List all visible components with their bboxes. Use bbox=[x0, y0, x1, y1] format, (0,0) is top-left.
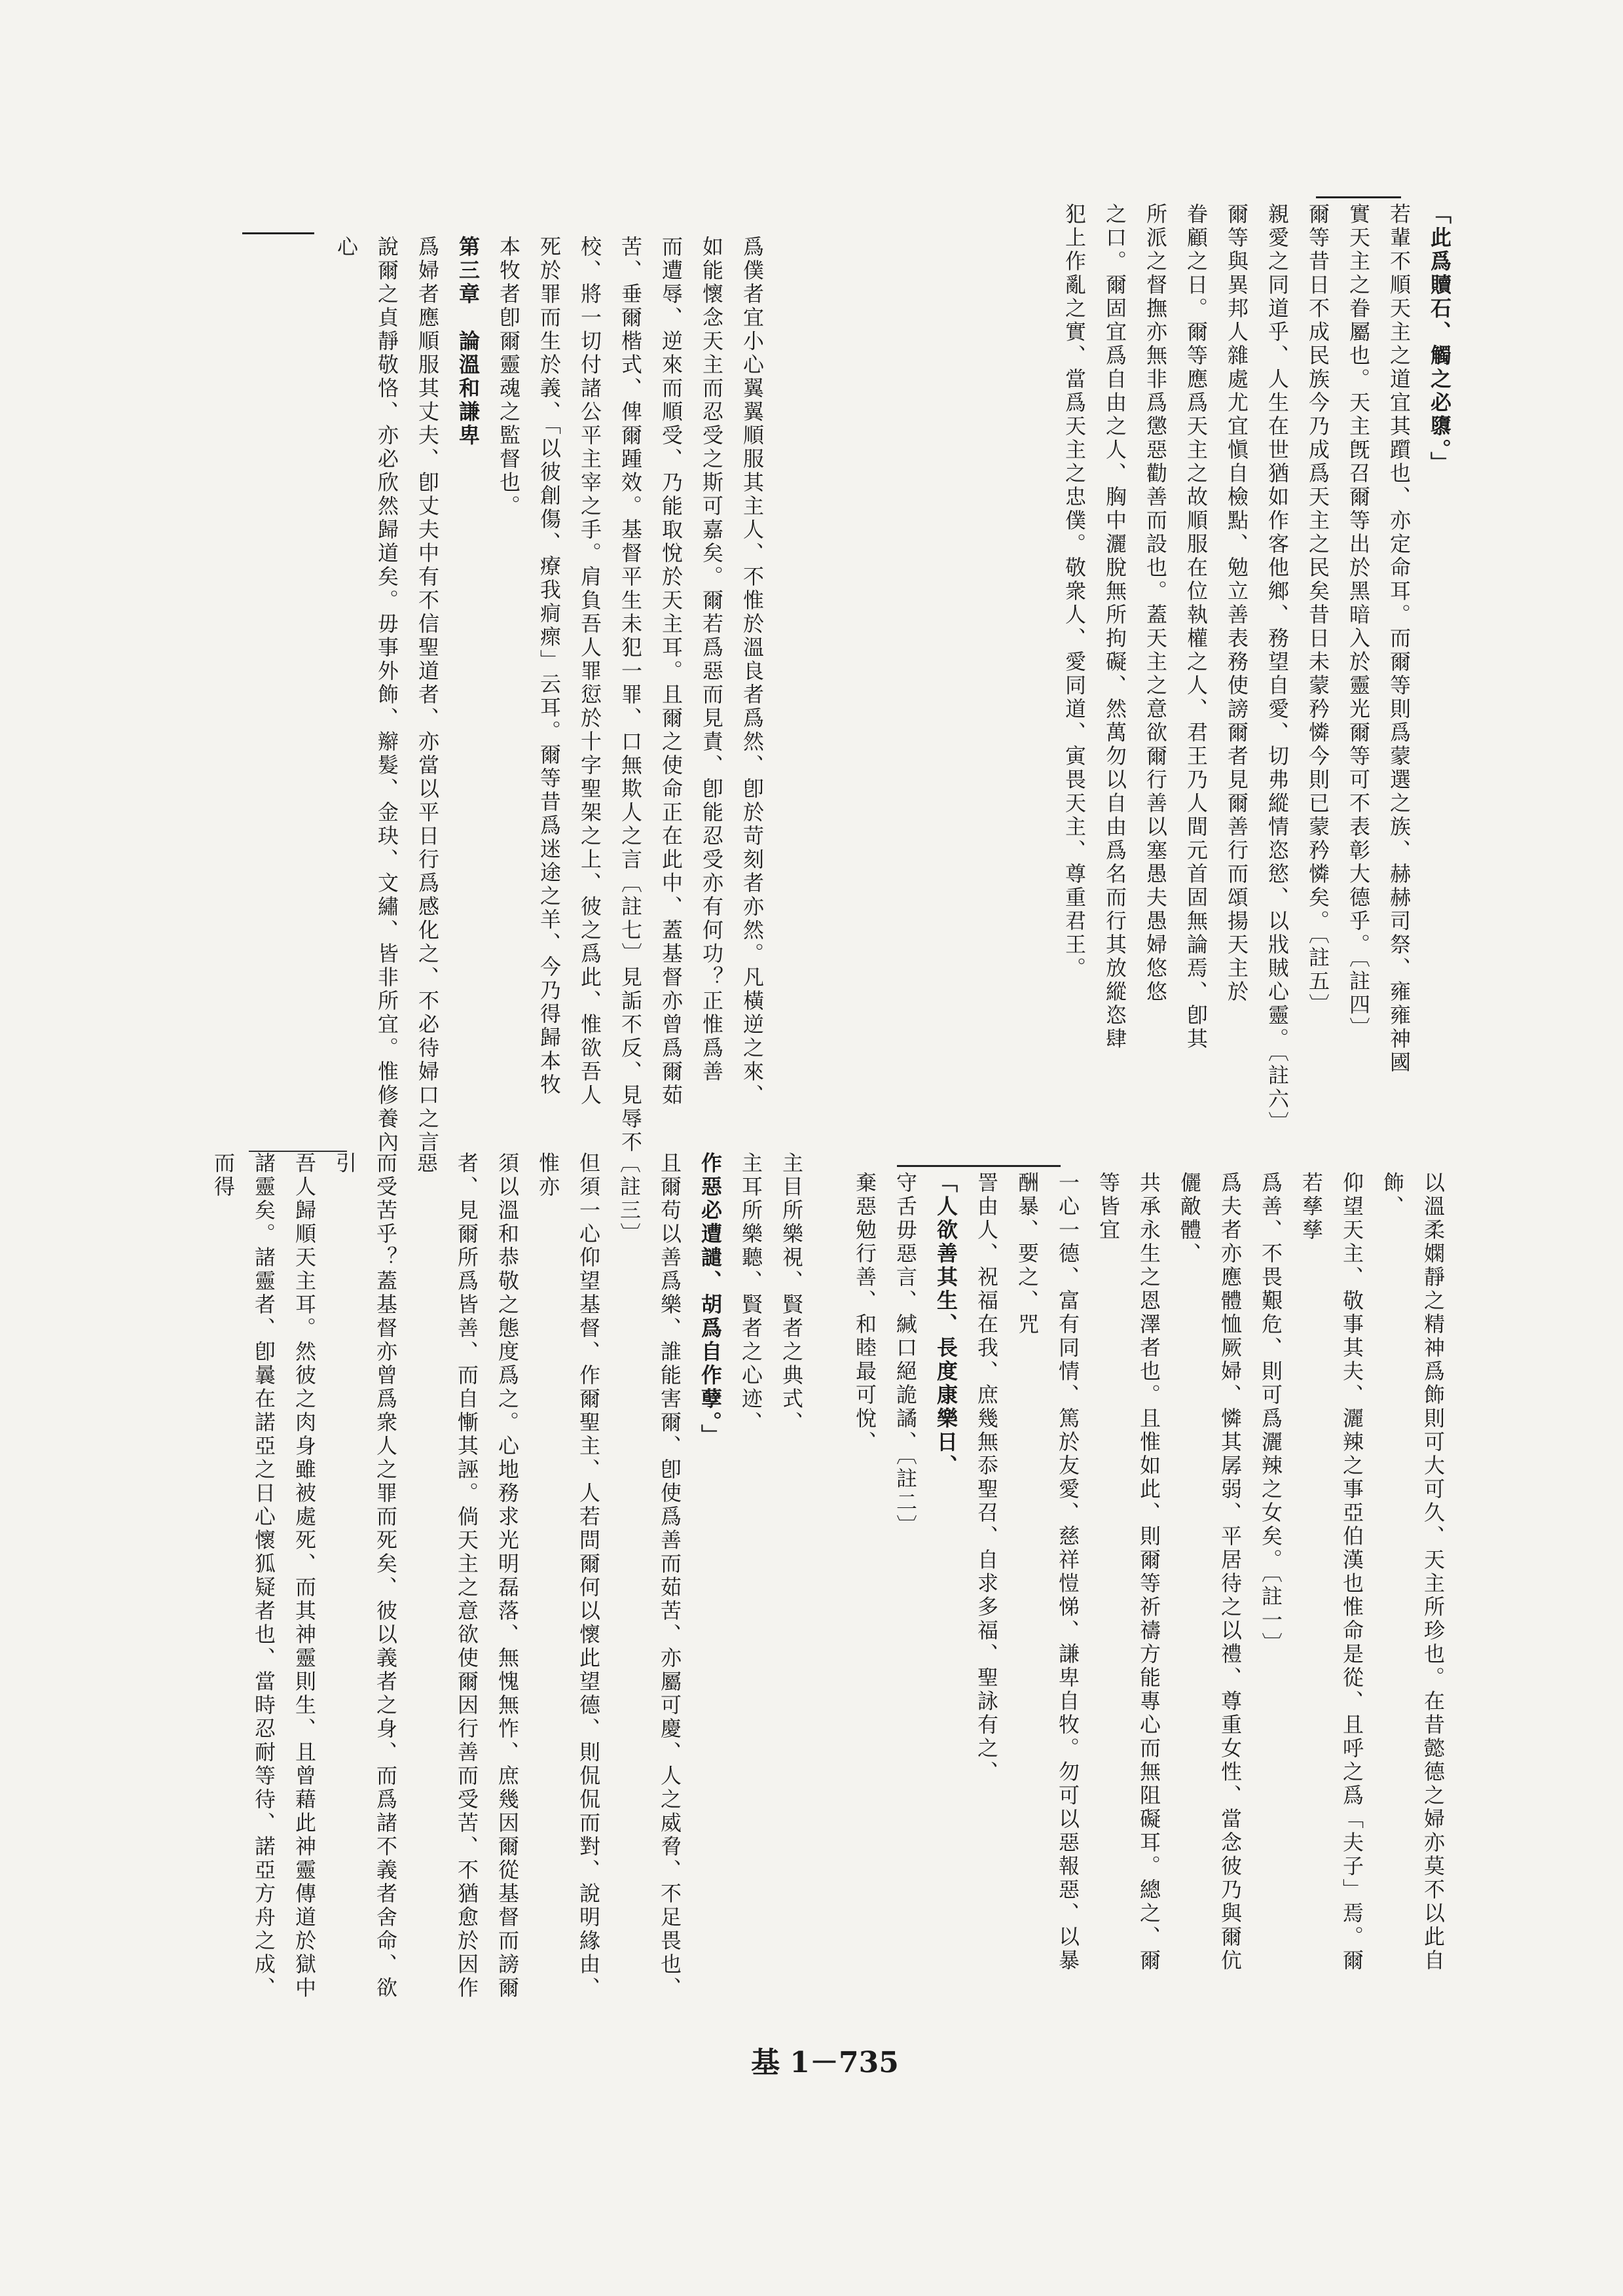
text-column: 而受苦乎？蓋基督亦曾爲衆人之罪而死矣、彼以義者之身、而爲諸不義者舍命、欲引 bbox=[333, 1152, 398, 2000]
psalm-quote: 棄惡勉行善、和睦最可悅、 bbox=[852, 1172, 877, 1454]
text-column: 爾等昔日不成民族今乃成爲天主之民矣昔日未蒙矜憐今則已蒙矜憐矣。〔註五〕 bbox=[1305, 203, 1330, 1017]
text-column: 仰望天主、敬事其夫、灑辣之事亞伯漢也惟命是從、且呼之爲「夫子」焉。爾若孳孳 bbox=[1299, 1172, 1364, 1973]
text-column: 苦、垂爾楷式、俾爾踵效。基督平生未犯一罪、口無欺人之言〔註七〕見詬不反、見辱不 bbox=[618, 236, 643, 1155]
psalm-quote: 「人欲善其生、長度康樂日、 bbox=[934, 1172, 958, 1478]
text-column: 說爾之貞靜敬恪、亦必欣然歸道矣。毋事外飾、辮髮、金玦、文繡、皆非所宜。惟修養內心 bbox=[334, 236, 399, 1155]
psalm-quote: 守舌毋惡言、緘口絕詭譎、〔註二〕 bbox=[893, 1172, 918, 1538]
text-column: 吾人歸順天主耳。然彼之肉身雖被處死、而其神靈則生、且曾藉此神靈傳道於獄中 bbox=[292, 1152, 317, 2000]
psalm-quote: 主耳所樂聽、賢者之心迹、 bbox=[739, 1152, 763, 1435]
text-column: 而遭辱、逆來而順受、乃能取悅於天主耳。且爾之使命正在此中、蓋基督亦曾爲爾茹 bbox=[659, 236, 684, 1107]
text-column: 爲婦者應順服其丈夫、卽丈夫中有不信聖道者、亦當以平日行爲感化之、不必待婦口之言 bbox=[415, 236, 440, 1155]
text-block-bottom-left bbox=[211, 1152, 812, 2003]
text-block-bottom-right bbox=[852, 1172, 1453, 1983]
text-column: 爾等與異邦人雜處尤宜愼自檢點、勉立善表務使謗爾者見爾善行而頌揚天主於 bbox=[1224, 203, 1249, 1004]
text-column: 諸靈矣。諸靈者、卽曩在諾亞之日心懷狐疑者也、當時忍耐等待、諾亞方舟之成、而得 bbox=[211, 1152, 276, 2000]
psalm-quote: 作惡必遭譴、胡爲自作孽。」 bbox=[698, 1152, 723, 1448]
top-left-rule bbox=[242, 232, 314, 234]
top-right-rule bbox=[1316, 196, 1401, 198]
text-column: 如能懷念天主而忍受之斯可嘉矣。爾若爲惡而見責、卽能忍受亦有何功？正惟爲善 bbox=[699, 236, 724, 1084]
text-column: 校、將一切付諸公平主宰之手。肩負吾人罪愆於十字聖架之上、彼之爲此、惟欲吾人 bbox=[577, 236, 602, 1107]
text-column: 犯上作亂之實、當爲天主之忠僕。敬衆人、愛同道、寅畏天主、尊重君王。 bbox=[1062, 203, 1087, 980]
text-column: 以溫柔嫻靜之精神爲飾則可大可久、天主所珍也。在昔懿德之婦亦莫不以此自飾、 bbox=[1380, 1172, 1446, 1973]
text-column: 爲夫者亦應體恤厥婦、憐其孱弱、平居待之以禮、尊重女性、當念彼乃與爾伉儷敵體、 bbox=[1177, 1172, 1243, 1973]
text-column: 爲僕者宜小心翼翼順服其主人、不惟於溫良者爲然、卽於苛刻者亦然。凡橫逆之來、 bbox=[740, 236, 765, 1107]
text-block-top-left bbox=[262, 236, 773, 1165]
text-column: 親愛之同道乎、人生在世猶如作客他鄉、務望自愛、切弗縱情恣慾、以戕賊心靈。〔註六〕 bbox=[1265, 203, 1290, 1135]
text-column: 一心一德、富有同情、篤於友愛、慈祥愷悌、謙卑自牧。勿可以惡報惡、以暴酬暴、要之、咒 bbox=[1015, 1172, 1080, 1973]
text-column: 共承永生之恩澤者也。且惟如此、則爾等祈禱方能專心而無阻礙耳。總之、爾等皆宜 bbox=[1096, 1172, 1161, 1973]
text-column: 但須一心仰望基督、作爾聖主、人若問爾何以懷此望德、則侃侃而對、說明緣由、惟亦 bbox=[536, 1152, 601, 2000]
bottom-right-rule bbox=[897, 1165, 1061, 1167]
text-column: 者、見爾所爲皆善、而自慚其誣。倘天主之意欲使爾因行善而受苦、不猶愈於因作惡 bbox=[414, 1152, 479, 2000]
text-column: 且爾苟以善爲樂、誰能害爾、卽使爲善而茹苦、亦屬可慶、人之威脅、不足畏也、〔註三〕 bbox=[617, 1152, 682, 2000]
chapter-heading: 第三章 論溫和謙卑 bbox=[456, 236, 481, 448]
text-column: 爲善、不畏艱危、則可爲灑辣之女矣。〔註一〕 bbox=[1258, 1172, 1283, 1656]
text-column: 詈由人、祝福在我、庶幾無忝聖召、自求多福、聖詠有之、 bbox=[974, 1172, 999, 1784]
psalm-quote: 主目所樂視、賢者之典式、 bbox=[779, 1152, 804, 1435]
text-column: 須以溫和恭敬之態度爲之。心地務求光明磊落、無愧無怍、庶幾因爾從基督而謗爾 bbox=[495, 1152, 520, 2000]
text-column: 所派之督撫亦無非爲懲惡勸善而設也。蓋天主之意欲爾行善以塞愚夫愚婦悠悠 bbox=[1143, 203, 1168, 1004]
text-block-top-right bbox=[949, 203, 1460, 1135]
page-number: 基 1－735 bbox=[751, 2046, 899, 2079]
text-column: 本牧者卽爾靈魂之監督也。 bbox=[496, 236, 521, 518]
text-column: 「此爲贖石、觸之必隳。」 bbox=[1427, 203, 1452, 475]
text-column: 之口。爾固宜爲自由之人、胸中灑脫無所拘礙、然萬勿以自由爲名而行其放縱恣肆 bbox=[1103, 203, 1127, 1051]
text-column: 實天主之眷屬也。天主旣召爾等出於黑暗入於靈光爾等可不表彰大德乎。〔註四〕 bbox=[1346, 203, 1371, 1041]
text-column: 眷顧之日。爾等應爲天主之故順服在位執權之人、君王乃人間元首固無論焉、卽其 bbox=[1184, 203, 1209, 1051]
text-column: 死於罪而生於義、「以彼創傷、療我痌瘝」云耳。爾等昔爲迷途之羊、今乃得歸本牧 bbox=[537, 236, 562, 1097]
text-column: 若輩不順天主之道宜其躓也、亦定命耳。而爾等則爲蒙選之族、赫赫司祭、雍雍神國 bbox=[1387, 203, 1412, 1075]
